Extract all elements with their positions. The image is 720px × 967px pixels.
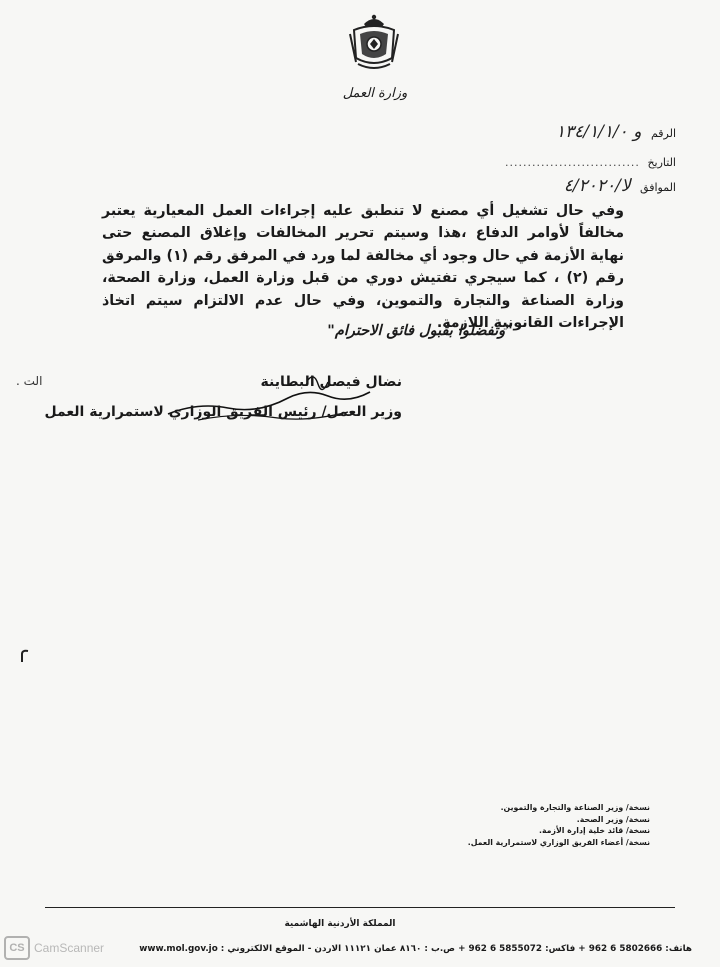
cc-item: نسخة/ وزير الصحة. bbox=[576, 814, 650, 824]
margin-mark: . الت bbox=[16, 374, 43, 388]
footer-divider bbox=[45, 907, 675, 908]
signatory-title: وزير العمل/ رئيس الفريق الوزاري لاستمرارية العمل bbox=[44, 404, 402, 420]
date-label: التاريخ bbox=[647, 156, 676, 169]
reference-label: الرقم bbox=[650, 127, 676, 140]
date-placeholder-dots: .............................. bbox=[505, 156, 640, 169]
corresponding-value: لا/٤/٢٠٢٠ bbox=[563, 176, 631, 196]
ministry-name: وزارة العمل bbox=[342, 86, 408, 101]
cc-item: نسخة/ أعضاء الفريق الوزاري لاستمرارية العمل. bbox=[467, 837, 650, 847]
footer-contact-info: هاتف: 5802666 6 962 + فاكس: 5855072 6 962 + ص.ب : ٨١٦٠ عمان ١١١٢١ الاردن - الموقع الالكتروني : www.mol.gov.jo bbox=[139, 944, 692, 954]
closing-salutation: "وتفضلوا بقبول فائق الاحترام" bbox=[327, 323, 513, 339]
copy-recipients-list bbox=[390, 802, 650, 848]
letter-body-paragraph: وفي حال تشغيل أي مصنع لا تنطبق عليه إجراءات العمل المعيارية يعتبر مخالفاً لأوامر الدفاع ،هذا وسيتم تحرير المخالفات وإغلاق المصنع حتى نهاية الأزمة في حال وجود أي مخالفة لما ورد في المرفق رقم (١) والمرفق رقم (٢) ، كما سيجري تفتيش دوري من قبل وزارة العمل، وزارة الصحة، وزارة الصناعة والتجارة والتموين، وفي حال عدم الالتزام سيتم اتخاذ الإجراءات القانونية اللازمة. bbox=[102, 203, 624, 332]
camscanner-watermark-text: CamScanner bbox=[34, 941, 105, 955]
corresponding-label: الموافق bbox=[640, 181, 676, 194]
camscanner-logo-icon: CS bbox=[4, 936, 30, 960]
date-row bbox=[505, 156, 676, 169]
signatory-name: نضال فيصل البطاينة bbox=[260, 374, 402, 390]
cc-item: نسخة/ وزير الصناعة والتجارة والتموين. bbox=[500, 803, 650, 812]
cc-item: نسخة/ قائد خلية إدارة الأزمة. bbox=[538, 826, 650, 836]
corresponding-date-row bbox=[564, 176, 676, 196]
reference-number-row bbox=[556, 122, 676, 142]
jordan-royal-crest-icon bbox=[346, 12, 402, 74]
camscanner-watermark bbox=[4, 935, 104, 961]
reference-value: و ١٣٤/١/١/٠ bbox=[555, 122, 642, 142]
handwritten-signature bbox=[158, 362, 378, 432]
margin-hook-mark bbox=[18, 648, 34, 664]
footer-kingdom-name: المملكة الأردنية الهاشمية bbox=[284, 919, 396, 929]
